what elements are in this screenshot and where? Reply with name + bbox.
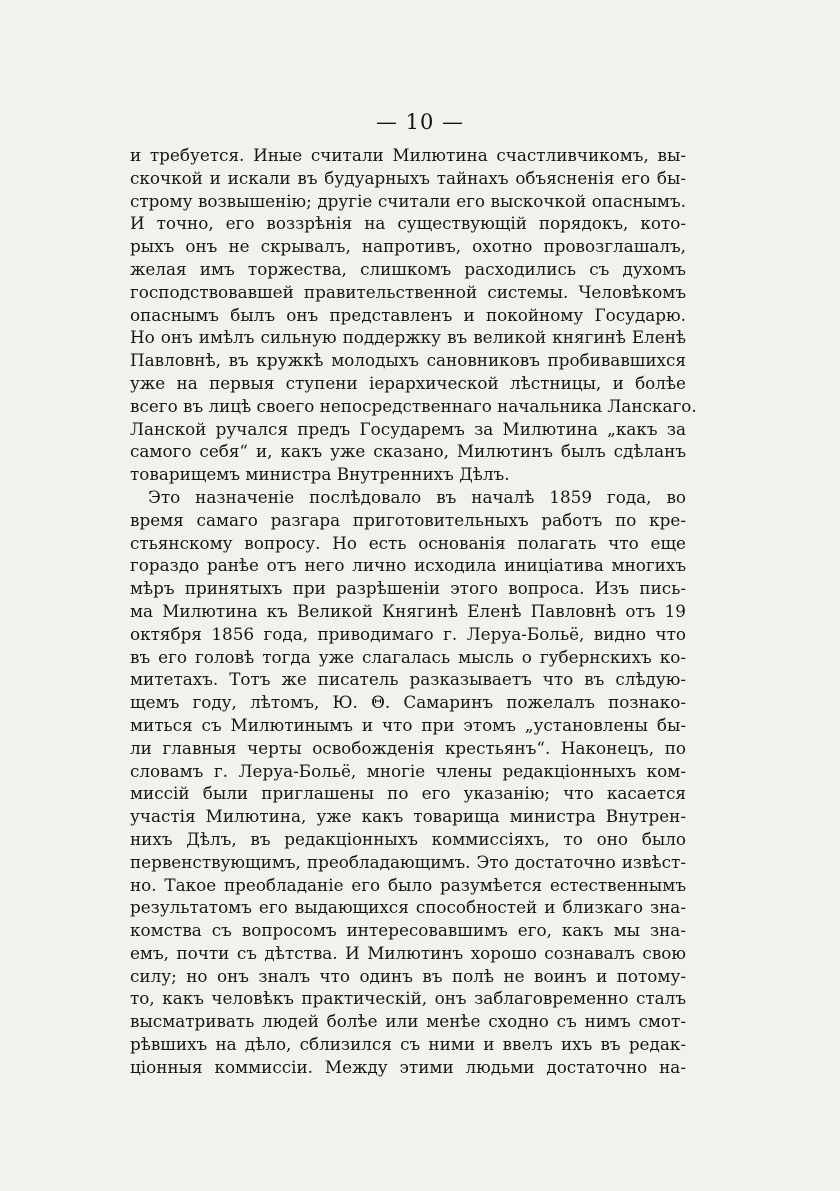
text-line: мѣръ принятыхъ при разрѣшеніи этого вопроса. Изъ пись- <box>130 578 686 599</box>
text-line: и требуется. Иные считали Милютина счастливчикомъ, вы- <box>130 145 686 165</box>
text-line: емъ, почти съ дѣтства. И Милютинъ хорошо сознавалъ свою <box>130 942 686 963</box>
text-line: участія Милютина, уже какъ товарища министра Внутрен- <box>130 806 686 827</box>
text-line: строму возвышенію; другіе считали его выскочкой опаснымъ. <box>130 190 686 211</box>
text-line: господствовавшей правительственной системы. Человѣкомъ <box>130 281 686 302</box>
text-line: митетахъ. Тотъ же писатель разказываетъ что въ слѣдую- <box>130 669 686 690</box>
text-line: Это назначеніе послѣдовало въ началѣ 1859 года, во <box>148 486 686 507</box>
text-line: миссій были приглашены по его указанію; что касается <box>130 783 686 804</box>
text-line: щемъ году, лѣтомъ, Ю. Θ. Самаринъ пожелалъ познако- <box>130 692 686 713</box>
body-text <box>130 144 697 1079</box>
text-line: словамъ г. Леруа-Больё, многіе члены редакціонныхъ ком- <box>130 760 686 781</box>
text-line: миться съ Милютинымъ и что при этомъ „установлены бы- <box>130 714 686 735</box>
text-line: опаснымъ былъ онъ представленъ и покойному Государю. <box>130 304 686 325</box>
text-line: самого себя“ и, какъ уже сказано, Милютинъ былъ сдѣланъ <box>130 441 686 462</box>
text-line: первенствующимъ, преобладающимъ. Это достаточно извѣст- <box>130 851 686 872</box>
text-line: И точно, его воззрѣнія на существующій порядокъ, кото- <box>130 213 686 234</box>
text-line: товарищемъ министра Внутреннихъ Дѣлъ. <box>130 464 510 485</box>
text-line: силу; но онъ зналъ что одинъ въ полѣ не воинъ и потому- <box>130 965 686 986</box>
text-line: Ланской ручался предъ Государемъ за Милютина „какъ за <box>130 418 686 439</box>
text-line: рѣвшихъ на дѣло, сблизился съ ними и ввелъ ихъ въ редак- <box>130 1034 686 1055</box>
text-line: ціонныя коммиссіи. Между этими людьми достаточно на- <box>130 1056 686 1077</box>
text-line: комства съ вопросомъ интересовавшимъ его, какъ мы зна- <box>130 920 686 941</box>
text-line: ма Милютина къ Великой Княгинѣ Еленѣ Павловнѣ отъ 19 <box>130 600 686 621</box>
page-number: — 10 — <box>375 110 465 134</box>
text-line: нихъ Дѣлъ, въ редакціонныхъ коммиссіяхъ, то оно было <box>130 828 686 849</box>
text-line: ли главныя черты освобожденія крестьянъ“. Наконецъ, по <box>130 737 686 758</box>
text-line: но. Такое преобладаніе его было разумѣется естественнымъ <box>130 874 686 895</box>
text-line: Павловнѣ, въ кружкѣ молодыхъ сановниковъ пробивавшихся <box>130 350 686 371</box>
text-line: гораздо ранѣе отъ него лично исходила иниціатива многихъ <box>130 555 686 576</box>
text-line: скочкой и искали въ будуарныхъ тайнахъ объясненія его бы- <box>130 167 686 188</box>
text-line: время самаго разгара приготовительныхъ работъ по кре- <box>130 509 686 530</box>
text-line: въ его головѣ тогда уже слагалась мысль о губернскихъ ко- <box>130 646 686 667</box>
text-line: Но онъ имѣлъ сильную поддержку въ великой княгинѣ Еленѣ <box>130 327 686 348</box>
text-line: то, какъ человѣкъ практическій, онъ заблаговременно сталъ <box>130 988 686 1009</box>
text-line: рыхъ онъ не скрывалъ, напротивъ, охотно провозглашалъ, <box>130 236 686 257</box>
text-line: результатомъ его выдающихся способностей и близкаго зна- <box>130 897 686 918</box>
text-line: стьянскому вопросу. Но есть основанія полагать что еще <box>130 532 686 553</box>
text-line: высматривать людей болѣе или менѣе сходно съ нимъ смот- <box>130 1011 686 1032</box>
text-line: уже на первыя ступени іерархической лѣстницы, и болѣе <box>130 372 686 393</box>
text-line: октября 1856 года, приводимаго г. Леруа-Больё, видно что <box>130 623 686 644</box>
text-line: желая имъ торжества, слишкомъ расходились съ духомъ <box>130 258 686 279</box>
text-line: всего въ лицѣ своего непосредственнаго начальника Ланскаго. <box>130 395 697 416</box>
